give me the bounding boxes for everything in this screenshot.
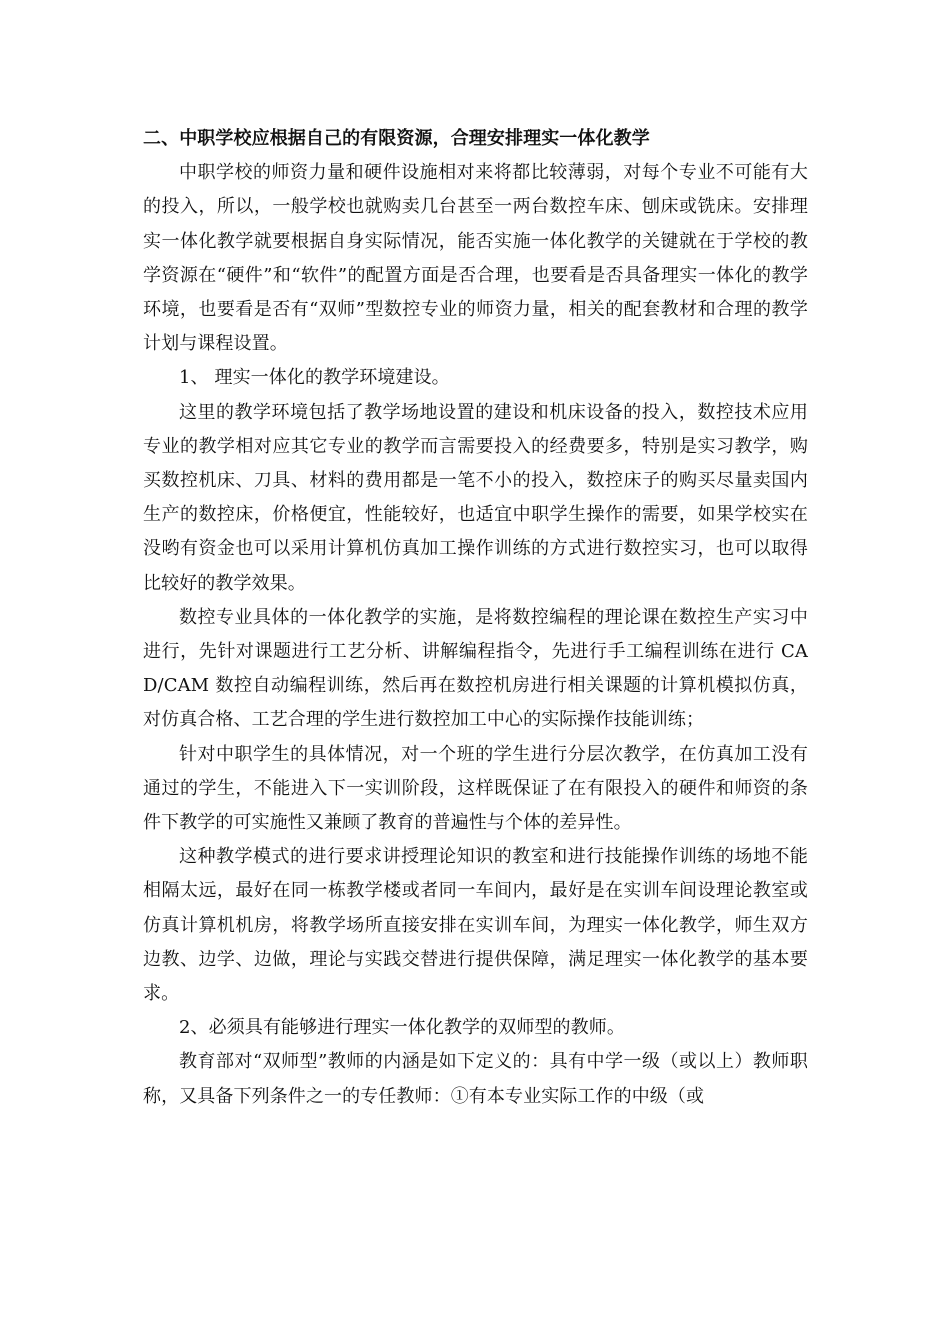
paragraph-subheading-teachers: 2、必须具有能够进行理实一体化教学的双师型的教师。 xyxy=(179,1017,625,1039)
paragraph-teaching-mode: 这种教学模式的进行要求讲授理论知识的教室和进行技能操作训练的场地不能相隔太远，最好在同一栋教学楼或者同一车间内，最好是在实训车间设理论教室或仿真计算机机房，将教学场所直接安排在实训车间，为理实一体化教学，师生双方边教、边学、边做，理论与实践交替进行提供保障，满足理实一体化教学的基本要求。 xyxy=(143,846,808,1005)
paragraph-layered-teaching: 针对中职学生的具体情况，对一个班的学生进行分层次教学，在仿真加工没有通过的学生，不能进入下一实训阶段，这样既保证了在有限投入的硬件和师资的条件下教学的可实施性又兼顾了教育的普遍性与个体的差异性。 xyxy=(143,743,808,834)
document-page xyxy=(143,122,808,1114)
paragraph-environment: 这里的教学环境包括了教学场地设置的建设和机床设备的投入，数控技术应用专业的教学相对应其它专业的教学而言需要投入的经费要多，特别是实习教学，购买数控机床、刀具、材料的费用都是一笔不小的投入，数控床子的购买尽量卖国内生产的数控床，价格便宜，性能较好，也适宜中职学生操作的需要，如果学校实在没哟有资金也可以采用计算机仿真加工操作训练的方式进行数控实习，也可以取得比较好的教学效果。 xyxy=(143,401,808,594)
paragraph-resources: 中职学校的师资力量和硬件设施相对来将都比较薄弱，对每个专业不可能有大的投入，所以，一般学校也就购卖几台甚至一两台数控车床、刨床或铣床。安排理实一体化教学就要根据自身实际情况，能否实施一体化教学的关键就在于学校的教学资源在“硬件”和“软件”的配置方面是否合理，也要看是否具备理实一体化的教学环境，也要看是否有“双师”型数控专业的师资力量，相关的配套教材和合理的教学计划与课程设置。 xyxy=(143,162,808,355)
paragraph-dual-teacher-definition: 教育部对“双师型”教师的内涵是如下定义的：具有中学一级（或以上）教师职称，又具备下列条件之一的专任教师：①有本专业实际工作的中级（或 xyxy=(143,1051,808,1107)
paragraph-implementation: 数控专业具体的一体化教学的实施，是将数控编程的理论课在数控生产实习中进行，先针对课题进行工艺分析、讲解编程指令，先进行手工编程训练在进行 CAD/CAM 数控自动编程训练，然后再在数控机房进行相关课题的计算机模拟仿真，对仿真合格、工艺合理的学生进行数控加工中心的实际操作技能训练； xyxy=(143,606,808,731)
section-heading: 二、中职学校应根据自己的有限资源，合理安排理实一体化教学 xyxy=(143,128,650,149)
paragraph-subheading-environment: 1、 理实一体化的教学环境建设。 xyxy=(179,367,450,389)
